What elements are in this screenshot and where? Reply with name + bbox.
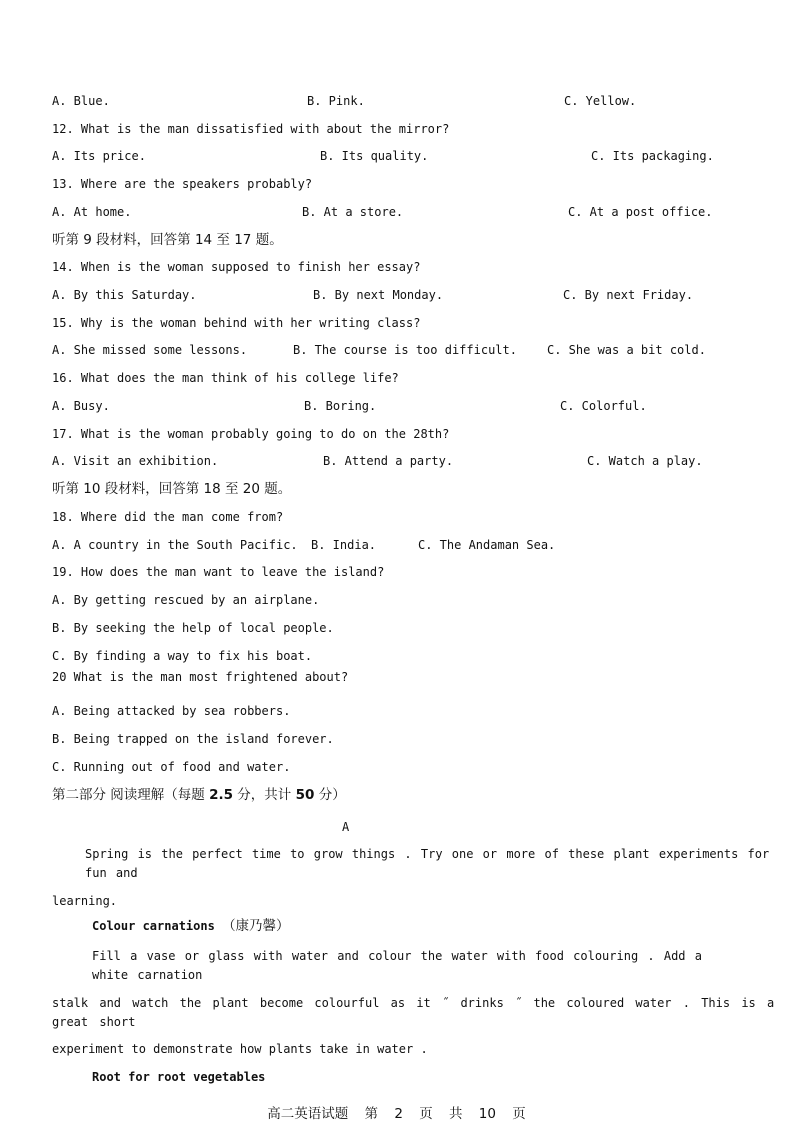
footer-page-label: 第 (364, 1106, 379, 1122)
q20-option-b: B. Being trapped on the island forever. (52, 732, 334, 746)
q17-option-c: C. Watch a play. (587, 454, 703, 468)
q15-stem: 15. Why is the woman behind with her writing class? (52, 316, 421, 330)
q17-option-a: A. Visit an exhibition. (52, 454, 219, 468)
part-2-label: 第二部分 阅读理解（每题 (52, 787, 210, 803)
part-2-mid: 分，共计 (233, 787, 296, 803)
q19-option-a: A. By getting rescued by an airplane. (52, 593, 320, 607)
passage-letter: A (342, 820, 350, 834)
q17-stem: 17. What is the woman probably going to do on the 28th? (52, 427, 450, 441)
q11-option-b: B. Pink. (307, 94, 365, 108)
q16-option-b: B. Boring. (304, 399, 377, 413)
q15-option-b: B. The course is too difficult. (293, 343, 517, 357)
q12-stem: 12. What is the man dissatisfied with about the mirror? (52, 122, 450, 136)
part-2-score: 2.5 (209, 787, 234, 803)
q18-stem: 18. Where did the man come from? (52, 510, 284, 524)
q12-option-b: B. Its quality. (320, 149, 429, 163)
footer-total-label: 共 (449, 1106, 463, 1122)
paragraph-1-cont-2: experiment to demonstrate how plants take in water . (52, 1042, 428, 1056)
q18-option-c: C. The Andaman Sea. (418, 538, 556, 552)
q13-stem: 13. Where are the speakers probably? (52, 177, 313, 191)
part-2-end: 分） (314, 787, 346, 803)
q16-stem: 16. What does the man think of his college life? (52, 371, 399, 385)
q13-option-a: A. At home. (52, 205, 132, 219)
page-footer (0, 1102, 793, 1122)
q12-option-c: C. Its packaging. (591, 149, 714, 163)
q14-stem: 14. When is the woman supposed to finish her essay? (52, 260, 421, 274)
passage-intro: Spring is the perfect time to grow things . Try one or more of these plant experiments for fun and (85, 847, 770, 880)
q19-option-c: C. By finding a way to fix his boat. (52, 649, 313, 663)
q14-option-b: B. By next Monday. (313, 288, 444, 302)
q17-option-b: B. Attend a party. (323, 454, 454, 468)
part-2-total: 50 (295, 787, 315, 803)
heading-root-vegetables: Root for root vegetables (92, 1070, 266, 1084)
q14-option-a: A. By this Saturday. (52, 288, 197, 302)
footer-total-pages: 10 (478, 1106, 496, 1122)
q12-option-a: A. Its price. (52, 149, 146, 163)
q15-option-c: C. She was a bit cold. (547, 343, 706, 357)
footer-page-number: 2 (394, 1106, 403, 1122)
q18-option-b: B. India. (311, 538, 377, 552)
part-2-heading (52, 788, 346, 802)
footer-total-unit: 页 (512, 1106, 526, 1122)
q11-option-c: C. Yellow. (564, 94, 637, 108)
q20-option-a: A. Being attacked by sea robbers. (52, 704, 291, 718)
footer-title: 高二英语试题 (267, 1106, 349, 1122)
heading-colour-carnations (92, 919, 290, 933)
q20-stem: 20 What is the man most frightened about? (52, 670, 349, 684)
section-9-instruction: 听第 9 段材料，回答第 14 至 17 题。 (52, 232, 283, 248)
footer-page-unit: 页 (419, 1106, 433, 1122)
q20-option-c: C. Running out of food and water. (52, 760, 291, 774)
paragraph-1-cont: stalk and watch the plant become colourful as it ˝ drinks ˝ the coloured water . This is a great short (52, 996, 775, 1029)
q14-option-c: C. By next Friday. (563, 288, 694, 302)
heading-colour-carnations-cn: （康乃馨） (222, 918, 290, 934)
paragraph-1: Fill a vase or glass with water and colour the water with food colouring . Add a white carnation (92, 949, 702, 982)
q13-option-b: B. At a store. (302, 205, 404, 219)
passage-intro-cont: learning. (52, 894, 118, 908)
section-10-instruction: 听第 10 段材料，回答第 18 至 20 题。 (52, 481, 292, 497)
q16-option-a: A. Busy. (52, 399, 110, 413)
q15-option-a: A. She missed some lessons. (52, 343, 248, 357)
q13-option-c: C. At a post office. (568, 205, 713, 219)
q16-option-c: C. Colorful. (560, 399, 647, 413)
heading-colour-carnations-en: Colour carnations (92, 919, 215, 933)
q19-option-b: B. By seeking the help of local people. (52, 621, 334, 635)
q11-option-a: A. Blue. (52, 94, 110, 108)
q18-option-a: A. A country in the South Pacific. (52, 538, 298, 552)
q19-stem: 19. How does the man want to leave the island? (52, 565, 385, 579)
